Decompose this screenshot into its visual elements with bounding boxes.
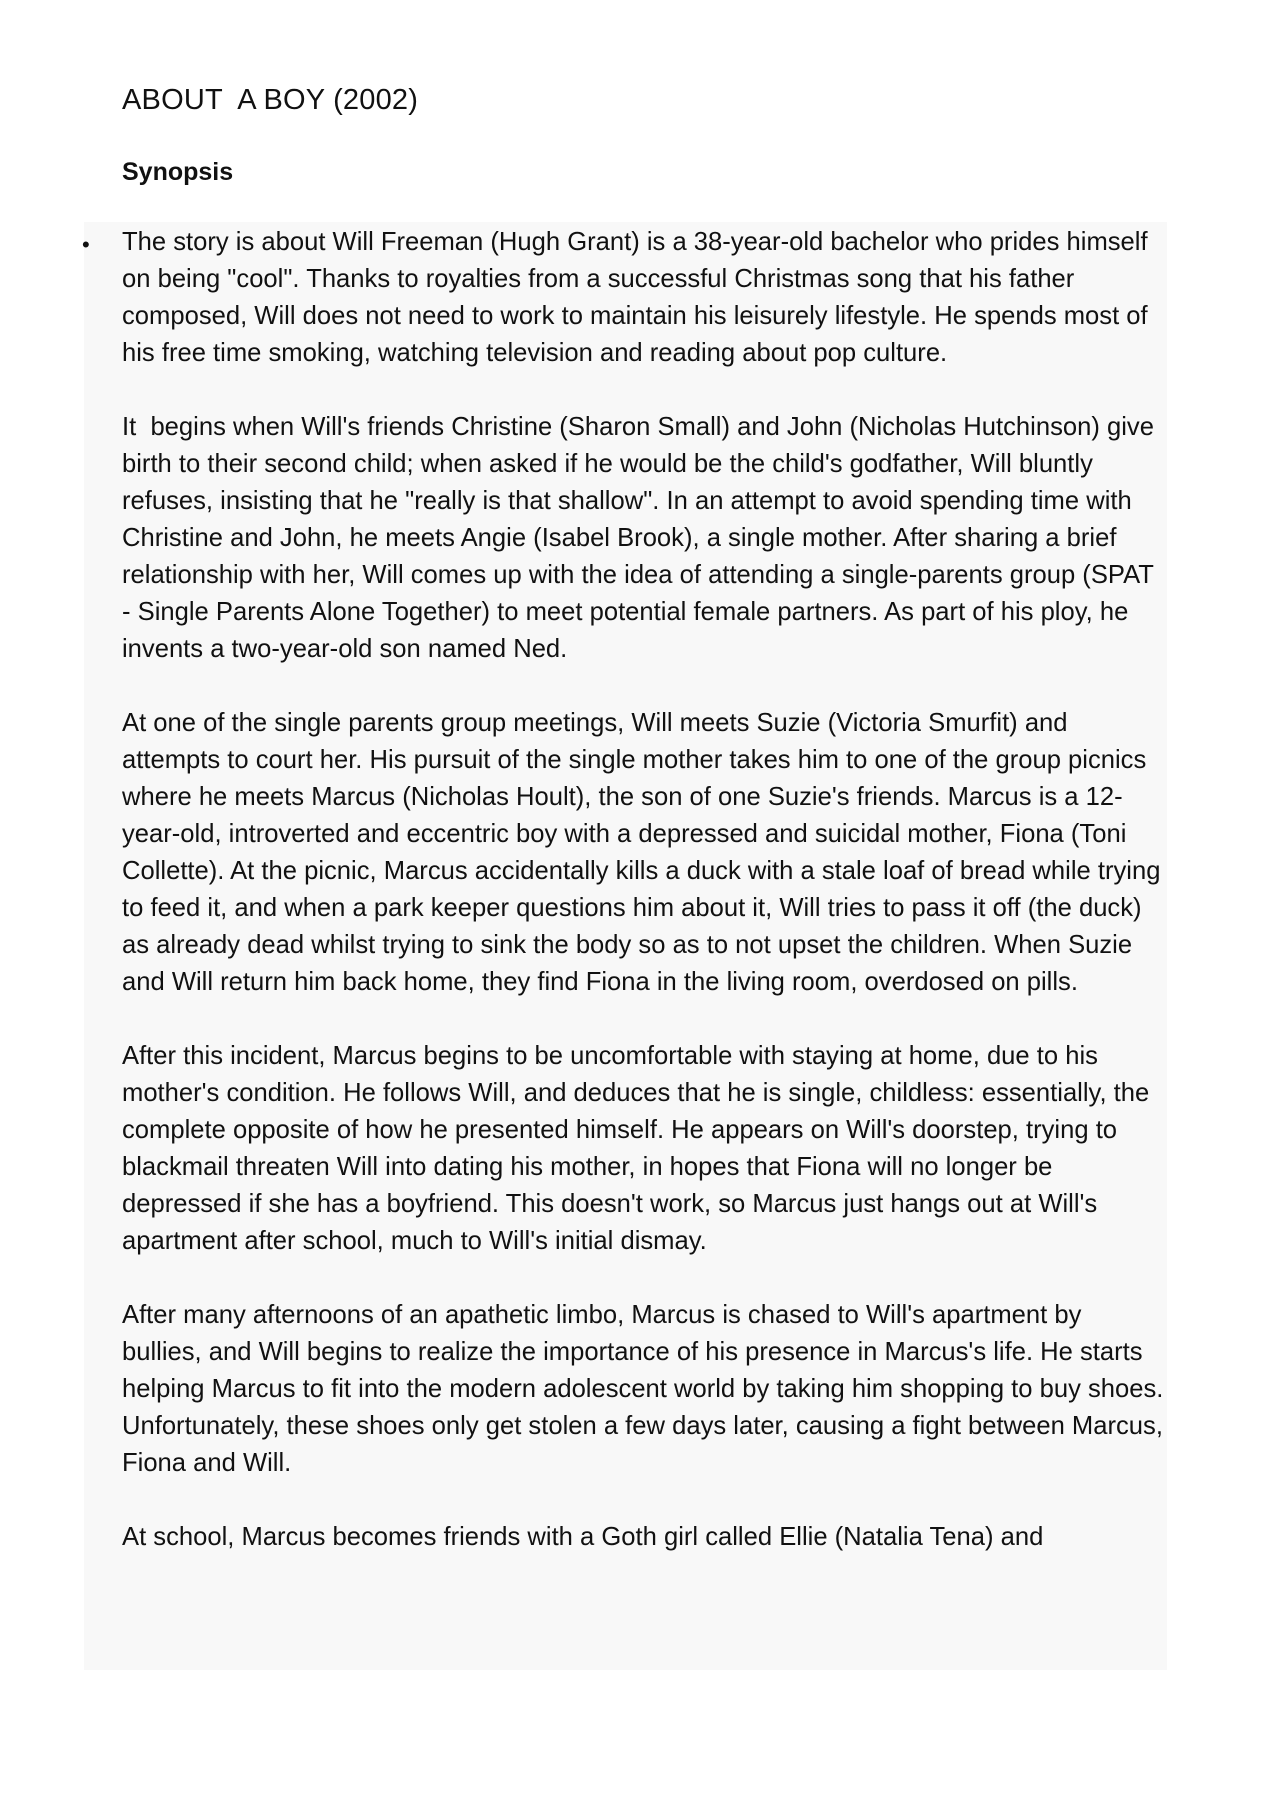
document-title: ABOUT A BOY (2002) bbox=[122, 84, 419, 116]
synopsis-paragraph-5: After many afternoons of an apathetic limbo, Marcus is chased to Will's apartment by bullies, and Will begins to realize the importance of his presence in Marcus's life. He starts helping Marcus to fit into the modern adolescent world by taking him shopping to buy shoes. Unfortunately, these shoes only get stolen a few days later, causing a fight between Marcus, Fiona and Will. bbox=[122, 1301, 1171, 1477]
synopsis-paragraph-4: After this incident, Marcus begins to be uncomfortable with staying at home, due to his mother's condition. He follows Will, and deduces that he is single, childless: essentially, the complete opposite of how he presented himself. He appears on Will's doorstep, trying to blackmail threaten Will into dating his mother, in hopes that Fiona will no longer be depressed if she has a boyfriend. This doesn't work, so Marcus just hangs out at Will's apartment after school, much to Will's initial dismay. bbox=[122, 1042, 1157, 1255]
synopsis-paragraph-3: At one of the single parents group meetings, Will meets Suzie (Victoria Smurfit) and attempts to court her. His pursuit of the single mother takes him to one of the group picnics where he meets Marcus (Nicholas Hoult), the son of one Suzie's friends. Marcus is a 12-year-old, introverted and eccentric boy with a depressed and suicidal mother, Fiona (Toni Collette). At the picnic, Marcus accidentally kills a duck with a stale loaf of bread while trying to feed it, and when a park keeper questions him about it, Will tries to pass it off (the duck) as already dead whilst trying to sink the body so as to not upset the children. When Suzie and Will return him back home, they find Fiona in the living room, overdosed on pills. bbox=[122, 709, 1168, 996]
synopsis-paragraph-6: At school, Marcus becomes friends with a Goth girl called Ellie (Natalia Tena) and bbox=[122, 1523, 1044, 1551]
synopsis-body bbox=[122, 224, 1171, 1593]
section-heading-synopsis: Synopsis bbox=[122, 158, 234, 186]
bullet-marker: • bbox=[82, 232, 90, 257]
synopsis-paragraph-2: It begins when Will's friends Christine (Sharon Small) and John (Nicholas Hutchinson) give birth to their second child; when asked if he would be the child's godfather, Will bluntly refuses, insisting that he "really is that shallow". In an attempt to avoid spending time with Christine and John, he meets Angie (Isabel Brook), a single mother. After sharing a brief relationship with her, Will comes up with the idea of attending a single-parents group (SPAT - Single Parents Alone Together) to meet potential female partners. As part of his ploy, he invents a two-year-old son named Ned. bbox=[122, 413, 1162, 663]
synopsis-paragraph-1: The story is about Will Freeman (Hugh Grant) is a 38-year-old bachelor who prides himself on being "cool". Thanks to royalties from a successful Christmas song that his father composed, Will does not need to work to maintain his leisurely lifestyle. He spends most of his free time smoking, watching television and reading about pop culture. bbox=[122, 228, 1155, 367]
